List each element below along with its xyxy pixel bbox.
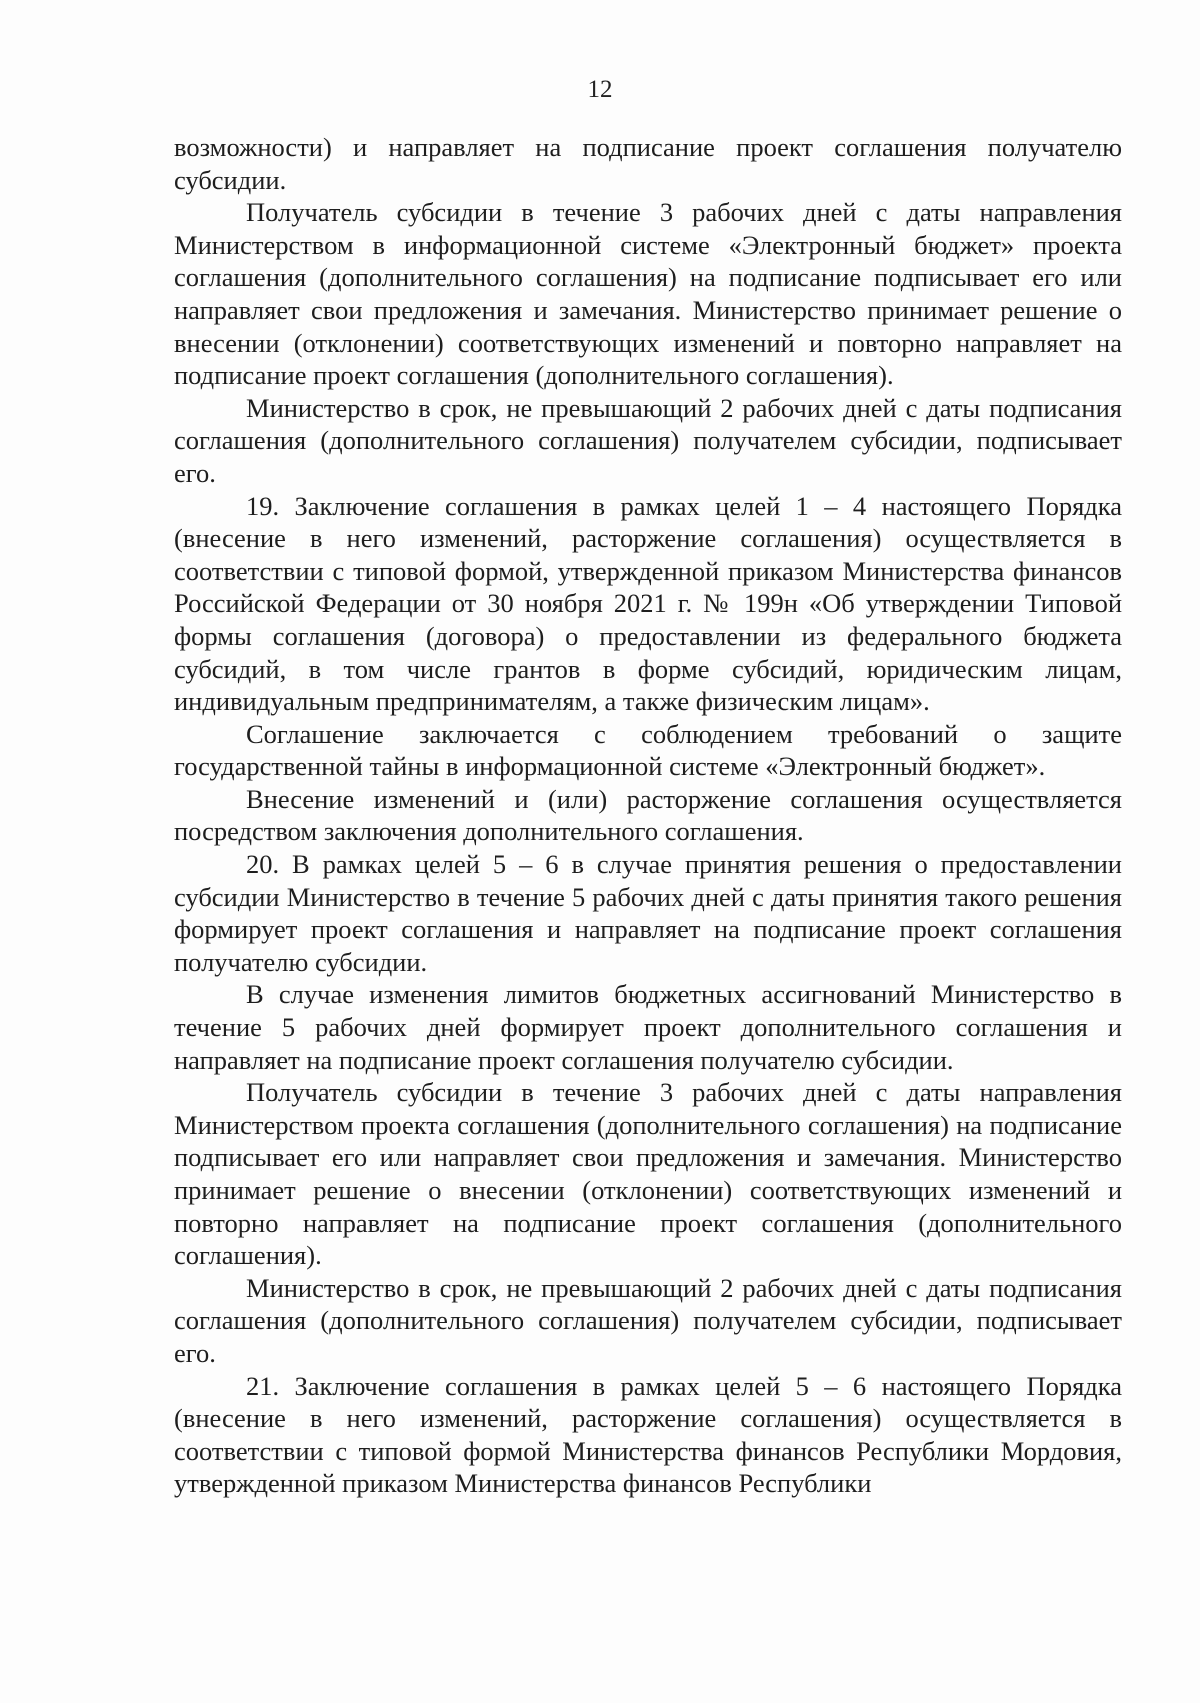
document-body [174,131,1122,1500]
paragraph-item-21: 21. Заключение соглашения в рамках целей 5 – 6 настоящего Порядка (внесение в него изменений, расторжение соглашения) осуществляется в соответствии с типовой формой Министерства финансов Республики Мордовия, утвержденной приказом Министерства финансов Республики [174,1370,1122,1499]
paragraph-budget-limits-change: В случае изменения лимитов бюджетных ассигнований Министерство в течение 5 рабочих дней формирует проект дополнительного соглашения и направляет на подписание проект соглашения получателю субсидии. [174,979,1122,1075]
paragraph-state-secret: Соглашение заключается с соблюдением требований о защите государственной тайны в информационной системе «Электронный бюджет». [174,718,1122,782]
paragraph-item-19: 19. Заключение соглашения в рамках целей 1 – 4 настоящего Порядка (внесение в него изменений, расторжение соглашения) осуществляется в соответствии с типовой формой, утвержденной приказом Министерства финансов Российской Федерации от 30 ноября 2021 г. № 199н «Об утверждении Типовой формы соглашения (договора) о предоставлении из федерального бюджета субсидий, в том числе грантов в форме субсидий, юридическим лицам, индивидуальным предпринимателям, а также физическим лицам». [174,490,1122,717]
paragraph-recipient-signing: Получатель субсидии в течение 3 рабочих дней с даты направления Министерством проекта соглашения (дополнительного соглашения) на подписание подписывает его или направляет свои предложения и замечания. Министерство принимает решение о внесении (отклонении) соответствующих изменений и повторно направляет на подписание проект соглашения (дополнительного соглашения). [174,1077,1122,1271]
paragraph-ministry-signing-term-2: Министерство в срок, не превышающий 2 рабочих дней с даты подписания соглашения (дополнительного соглашения) получателем субсидии, подписывает его. [174,1272,1122,1368]
paragraph-item-20: 20. В рамках целей 5 – 6 в случае принятия решения о предоставлении субсидии Министерство в течение 5 рабочих дней с даты принятия такого решения формирует проект соглашения и направляет на подписание проект соглашения получателю субсидии. [174,849,1122,977]
paragraph-ministry-signing-term: Министерство в срок, не превышающий 2 рабочих дней с даты подписания соглашения (дополнительного соглашения) получателем субсидии, подписывает его. [174,392,1122,488]
paragraph-amendments: Внесение изменений и (или) расторжение соглашения осуществляется посредством заключения дополнительного соглашения. [174,783,1122,847]
page-number: 12 [587,76,613,103]
paragraph-continuation: возможности) и направляет на подписание проект соглашения получателю субсидии. [174,132,1122,195]
paragraph-recipient-signing-electronic-budget: Получатель субсидии в течение 3 рабочих дней с даты направления Министерством в информационной системе «Электронный бюджет» проекта соглашения (дополнительного соглашения) на подписание подписывает его или направляет свои предложения и замечания. Министерство принимает решение о внесении (отклонении) соответствующих изменений и повторно направляет на подписание проект соглашения (дополнительного соглашения). [174,197,1122,391]
